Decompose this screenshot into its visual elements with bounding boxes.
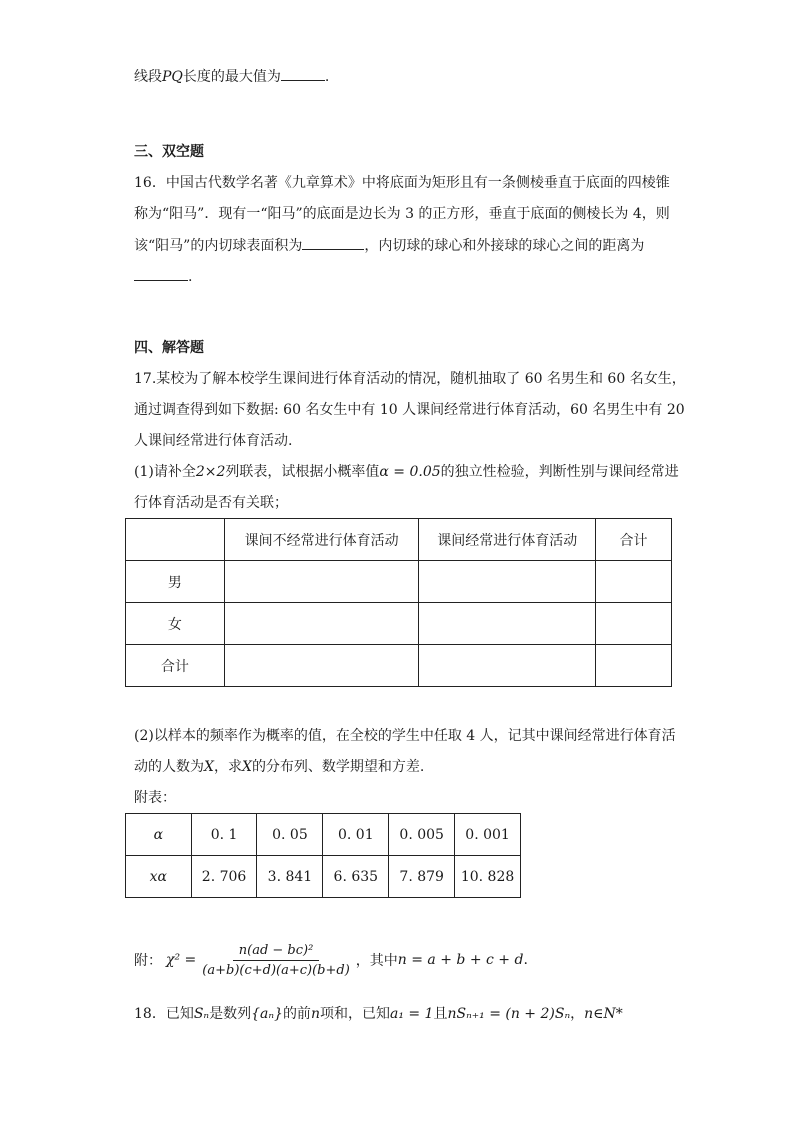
table-header-cell <box>126 519 225 561</box>
x-cell: 10. 828 <box>455 856 521 898</box>
q18-an: {aₙ} <box>251 1006 283 1022</box>
q15-answer-blank[interactable] <box>281 66 325 81</box>
q17-part2-line1: (2)以样本的频率作为概率的值，在全校的学生中任取 4 人，记其中课间经常进行体育活 <box>134 728 676 744</box>
table-row <box>126 603 672 645</box>
q17-part1-line1 <box>134 462 679 482</box>
q17-part1-line2: 行体育活动是否有关联； <box>134 495 288 511</box>
q16-line3-b: ，内切球的球心和外接球的球心之间的距离为 <box>364 238 645 254</box>
q17-part2-a: 动的人数为 <box>134 759 204 775</box>
q15-text-suffix: 长度的最大值为 <box>182 69 281 85</box>
q17-part1-alpha: α = 0.05 <box>379 464 441 480</box>
alpha-cell: 0. 001 <box>455 814 521 856</box>
table-row-label: 合计 <box>126 645 225 687</box>
q17-part1-dim: 2×2 <box>195 464 226 480</box>
table-header-cell: 课间不经常进行体育活动 <box>224 519 419 561</box>
x-row <box>126 856 521 898</box>
q16-line2: 称为“阳马”．现有一“阳马”的底面是边长为 3 的正方形，垂直于底面的侧棱长为 4，则 <box>134 206 670 222</box>
x-cell: 3. 841 <box>257 856 323 898</box>
table-header-cell: 课间经常进行体育活动 <box>419 519 596 561</box>
x-cell: 6. 635 <box>323 856 389 898</box>
q18-d: 项和，已知 <box>319 1006 390 1022</box>
table-cell-blank[interactable] <box>596 603 672 645</box>
section4-heading: 四、解答题 <box>134 340 204 356</box>
q17-line1: 17.某校为了解本校学生课间进行体育活动的情况，随机抽取了 60 名男生和 60 名女生， <box>134 371 686 387</box>
table-cell-blank[interactable] <box>419 561 596 603</box>
table-cell-blank[interactable] <box>419 645 596 687</box>
q18-g: nSₙ₊₁ = (n + 2)Sₙ <box>447 1006 571 1022</box>
section3-heading: 三、双空题 <box>134 144 204 160</box>
q17-var-x: X <box>204 759 214 775</box>
table-row <box>126 645 672 687</box>
q16-end: . <box>188 269 193 285</box>
table-cell-blank[interactable] <box>596 645 672 687</box>
table-row-label: 男 <box>126 561 225 603</box>
table-cell-blank[interactable] <box>224 603 419 645</box>
q16-line4 <box>134 266 192 287</box>
q18-sn: Sₙ <box>193 1006 210 1022</box>
formula-tail: ，其中 <box>355 953 398 969</box>
table-cell-blank[interactable] <box>224 561 419 603</box>
q16-blank2[interactable] <box>134 266 188 281</box>
table-row-label: 女 <box>126 603 225 645</box>
q18-line1 <box>134 1004 623 1024</box>
q17-part1-c: 的独立性检验，判断性别与课间经常进 <box>440 464 679 480</box>
q17-line2: 通过调查得到如下数据: 60 名女生中有 10 人课间经常进行体育活动，60 名男生中有 20 <box>134 402 685 418</box>
q18-a: 18．已知 <box>134 1006 194 1022</box>
formula-numerator: n(ad − bc)² <box>233 943 320 961</box>
formula-n-def: n = a + b + c + d <box>397 952 524 968</box>
table-cell-blank[interactable] <box>596 561 672 603</box>
q17-line3: 人课间经常进行体育活动. <box>134 433 293 449</box>
formula-fraction <box>202 943 350 978</box>
alpha-label-cell: α <box>126 814 192 856</box>
q18-b: 是数列 <box>209 1006 252 1022</box>
formula-label: 附： <box>134 953 162 969</box>
chi-square-formula <box>134 938 528 982</box>
contingency-table <box>125 518 672 687</box>
alpha-cell: 0. 1 <box>191 814 257 856</box>
table-cell-blank[interactable] <box>224 645 419 687</box>
appendix-label: 附表： <box>134 790 176 806</box>
table-cell-blank[interactable] <box>419 603 596 645</box>
q18-f: 且 <box>433 1006 448 1022</box>
q16-line3 <box>134 235 644 256</box>
alpha-cell: 0. 05 <box>257 814 323 856</box>
q18-i: n∈N* <box>584 1006 623 1022</box>
table-header-row <box>126 519 672 561</box>
critical-value-table <box>125 813 521 898</box>
q17-part2-c: 的分布列、数学期望和方差. <box>251 759 425 775</box>
q18-c: 的前 <box>282 1006 311 1022</box>
formula-end: . <box>523 952 528 968</box>
q15-end: . <box>324 69 330 85</box>
alpha-cell: 0. 005 <box>389 814 455 856</box>
table-header-cell: 合计 <box>596 519 672 561</box>
q17-part2-line2 <box>134 757 424 777</box>
x-cell: 2. 706 <box>191 856 257 898</box>
q16-line1: 16．中国古代数学名著《九章算术》中将底面为矩形且有一条侧棱垂直于底面的四棱锥 <box>134 175 670 191</box>
formula-lhs: χ² = <box>166 952 197 968</box>
x-label-cell: xα <box>126 856 192 898</box>
q18-n: n <box>310 1006 320 1022</box>
q15-tail <box>134 66 329 87</box>
formula-denominator: (a+b)(c+d)(a+c)(b+d) <box>202 962 350 978</box>
q18-h: ， <box>570 1006 585 1022</box>
q16-blank1[interactable] <box>302 235 364 250</box>
q17-part1-a: (1)请补全 <box>134 464 196 480</box>
alpha-cell: 0. 01 <box>323 814 389 856</box>
table-row <box>126 561 672 603</box>
q15-text-prefix: 线段 <box>134 69 162 85</box>
q17-part2-b: ，求 <box>213 759 242 775</box>
q17-var-x-2: X <box>241 759 252 775</box>
q15-var-pq: PQ <box>162 69 183 85</box>
q16-line3-a: 该“阳马”的内切球表面积为 <box>134 238 303 254</box>
alpha-row <box>126 814 521 856</box>
q18-e: a₁ = 1 <box>389 1006 434 1022</box>
x-cell: 7. 879 <box>389 856 455 898</box>
q17-part1-b: 列联表，试根据小概率值 <box>225 464 380 480</box>
